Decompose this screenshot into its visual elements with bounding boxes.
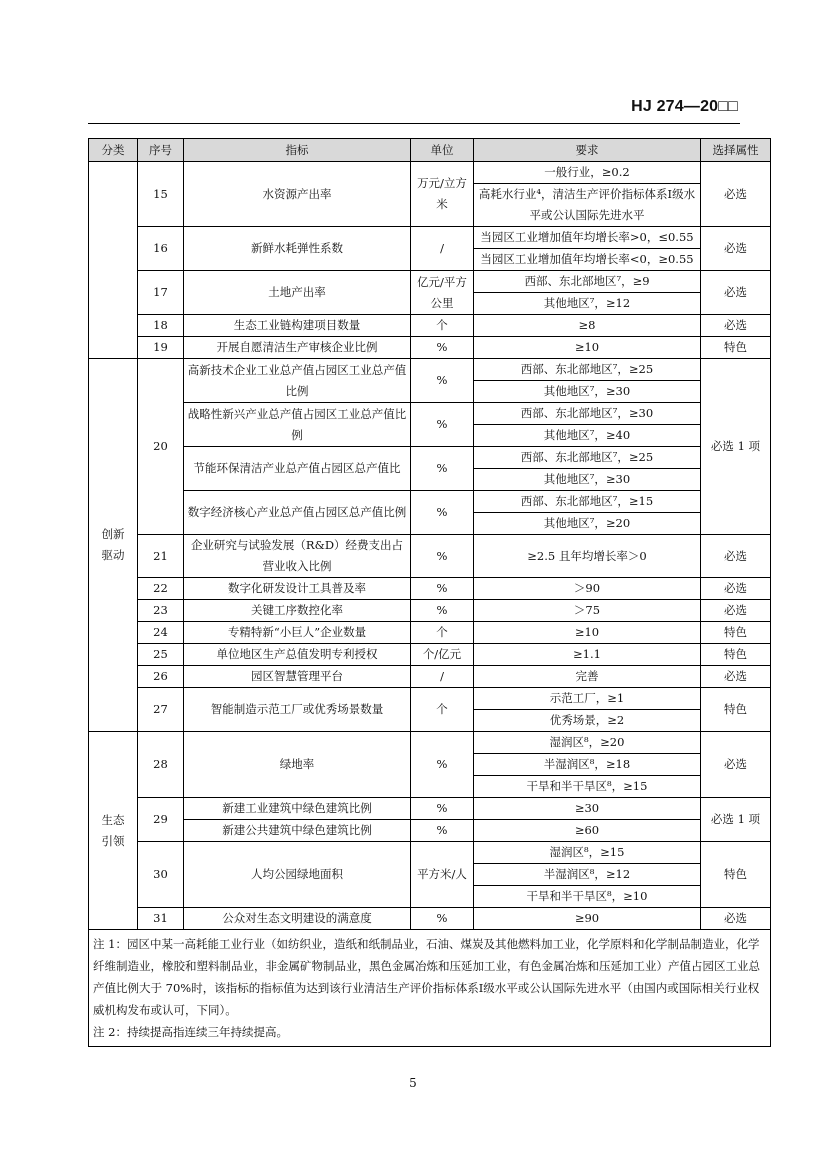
attribute-cell: 特色 [701,337,771,359]
unit-cell: 万元/立方米 [411,162,474,227]
unit-cell: % [411,535,474,578]
unit-cell: 亿元/平方公里 [411,271,474,315]
row-no: 22 [138,578,184,600]
requirement-cell: ≥10 [474,337,701,359]
indicator-cell: 关键工序数控化率 [184,600,411,622]
unit-cell: % [411,578,474,600]
attribute-cell: 必选 [701,908,771,930]
table-row [89,820,771,842]
header-rule [88,123,740,124]
indicator-cell: 新建工业建筑中绿色建筑比例 [184,798,411,820]
attribute-cell: 特色 [701,842,771,908]
requirement-cell: ＞75 [474,600,701,622]
indicator-cell: 节能环保清洁产业总产值占园区总产值比 [184,447,411,491]
indicator-table [88,138,771,1047]
row-no: 27 [138,688,184,732]
table-row [89,666,771,688]
row-no: 16 [138,227,184,271]
col-header-category: 分类 [89,139,138,162]
attribute-cell: 必选 [701,732,771,798]
col-header-indicator: 指标 [184,139,411,162]
requirement-cell: ＞90 [474,578,701,600]
unit-cell: % [411,798,474,820]
row-no: 23 [138,600,184,622]
table-row [89,688,771,710]
requirement-cell: 其他地区⁷，≥40 [474,425,701,447]
table-row [89,578,771,600]
attribute-cell: 必选 [701,666,771,688]
category-innovation: 创新 驱动 [89,359,138,732]
indicator-cell: 企业研究与试验发展（R&D）经费支出占营业收入比例 [184,535,411,578]
row-no: 21 [138,535,184,578]
row-no: 24 [138,622,184,644]
unit-cell: % [411,491,474,535]
note-1: 注 1：园区中某一高耗能工业行业（如纺织业，造纸和纸制品业，石油、煤炭及其他燃料加工业，化学原料和化学制品制造业，化学纤维制造业，橡胶和塑料制品业，非金属矿物制品业，黑色金属冶炼和压延加工业，有色金属冶炼和压延加工业）产值占园区工业总产值比例大于 70%时，该指标的指标值为达到该行业清洁生产评价指标体系Ⅰ级水平或公认国际先进水平（由国内或国际相关行业权威机构发布或认可，下同）。 [93,937,760,1017]
unit-cell: 个/亿元 [411,644,474,666]
table-row [89,908,771,930]
row-no: 25 [138,644,184,666]
requirement-cell: 其他地区⁷，≥12 [474,293,701,315]
unit-cell: 个 [411,622,474,644]
requirement-cell: 西部、东北部地区⁷，≥25 [474,447,701,469]
note-2: 注 2：持续提高指连续三年持续提高。 [93,1025,288,1039]
table-row [89,491,771,513]
unit-cell: / [411,666,474,688]
row-no: 29 [138,798,184,842]
table-row [89,271,771,293]
unit-cell: 平方米/人 [411,842,474,908]
indicator-cell: 绿地率 [184,732,411,798]
attribute-cell: 必选 [701,271,771,315]
attribute-cell: 必选 [701,578,771,600]
unit-cell: % [411,337,474,359]
requirement-cell: ≥8 [474,315,701,337]
col-header-unit: 单位 [411,139,474,162]
col-header-attribute: 选择属性 [701,139,771,162]
requirement-cell: ≥90 [474,908,701,930]
unit-cell: % [411,820,474,842]
requirement-cell: ≥30 [474,798,701,820]
row-no: 19 [138,337,184,359]
requirement-cell: 一般行业，≥0.2 [474,162,701,184]
row-no: 20 [138,359,184,535]
indicator-cell: 数字经济核心产业总产值占园区总产值比例 [184,491,411,535]
table-row [89,732,771,754]
indicator-cell: 智能制造示范工厂或优秀场景数量 [184,688,411,732]
requirement-cell: 湿润区⁸，≥15 [474,842,701,864]
attribute-cell: 必选 [701,162,771,227]
indicator-cell: 数字化研发设计工具普及率 [184,578,411,600]
table-row [89,600,771,622]
row-no: 30 [138,842,184,908]
requirement-cell: 当园区工业增加值年均增长率<0，≥0.55 [474,249,701,271]
unit-cell: % [411,403,474,447]
table-row [89,447,771,469]
requirement-cell: 示范工厂，≥1 [474,688,701,710]
requirement-cell: 半湿润区⁸，≥18 [474,754,701,776]
requirement-cell: ≥60 [474,820,701,842]
attribute-cell: 特色 [701,688,771,732]
indicator-cell: 高新技术企业工业总产值占园区工业总产值比例 [184,359,411,403]
unit-cell: % [411,908,474,930]
requirement-cell: 西部、东北部地区⁷，≥30 [474,403,701,425]
requirement-cell: 其他地区⁷，≥30 [474,381,701,403]
notes-row [89,930,771,1047]
requirement-cell: 半湿润区⁸，≥12 [474,864,701,886]
requirement-cell: 完善 [474,666,701,688]
unit-cell: % [411,447,474,491]
indicator-cell: 新建公共建筑中绿色建筑比例 [184,820,411,842]
requirement-cell: ≥1.1 [474,644,701,666]
indicator-cell: 水资源产出率 [184,162,411,227]
table-row [89,622,771,644]
table-row [89,162,771,184]
table-row [89,644,771,666]
requirement-cell: 西部、东北部地区⁷，≥9 [474,271,701,293]
indicator-cell: 新鲜水耗弹性系数 [184,227,411,271]
indicator-cell: 人均公园绿地面积 [184,842,411,908]
notes-cell [89,930,771,1047]
page-number: 5 [409,1076,417,1090]
requirement-cell: 干旱和半干旱区⁸，≥15 [474,776,701,798]
unit-cell: % [411,600,474,622]
requirement-cell: 干旱和半干旱区⁸，≥10 [474,886,701,908]
table-row [89,403,771,425]
unit-cell: % [411,732,474,798]
table-row [89,315,771,337]
requirement-cell: 高耗水行业⁴，清洁生产评价指标体系Ⅰ级水平或公认国际先进水平 [474,184,701,227]
attribute-cell: 特色 [701,644,771,666]
col-header-no: 序号 [138,139,184,162]
row-no: 26 [138,666,184,688]
attribute-cell: 必选 [701,535,771,578]
table-row [89,337,771,359]
indicator-cell: 开展自愿清洁生产审核企业比例 [184,337,411,359]
table-row [89,842,771,864]
table-header-row [89,139,771,162]
indicator-cell: 园区智慧管理平台 [184,666,411,688]
row-no: 31 [138,908,184,930]
category-cell-blank [89,162,138,359]
col-header-requirement: 要求 [474,139,701,162]
indicator-cell: 专精特新“小巨人”企业数量 [184,622,411,644]
requirement-cell: 其他地区⁷，≥30 [474,469,701,491]
indicator-cell: 战略性新兴产业总产值占园区工业总产值比例 [184,403,411,447]
unit-cell: % [411,359,474,403]
indicator-cell: 公众对生态文明建设的满意度 [184,908,411,930]
table-row [89,798,771,820]
attribute-cell: 必选 1 项 [701,798,771,842]
indicator-cell: 单位地区生产总值发明专利授权 [184,644,411,666]
table-row [89,227,771,249]
requirement-cell: ≥2.5 且年均增长率＞0 [474,535,701,578]
requirement-cell: 西部、东北部地区⁷，≥25 [474,359,701,381]
requirement-cell: 当园区工业增加值年均增长率>0，≤0.55 [474,227,701,249]
requirement-cell: 湿润区⁸，≥20 [474,732,701,754]
standard-code: HJ 274—20□□ [631,98,738,115]
unit-cell: 个 [411,315,474,337]
attribute-cell: 必选 [701,315,771,337]
category-ecology: 生态 引领 [89,732,138,930]
row-no: 18 [138,315,184,337]
requirement-cell: 西部、东北部地区⁷，≥15 [474,491,701,513]
row-no: 28 [138,732,184,798]
requirement-cell: 优秀场景，≥2 [474,710,701,732]
requirement-cell: ≥10 [474,622,701,644]
attribute-cell: 必选 [701,600,771,622]
attribute-cell: 特色 [701,622,771,644]
unit-cell: / [411,227,474,271]
unit-cell: 个 [411,688,474,732]
table-row [89,359,771,381]
attribute-cell: 必选 1 项 [701,359,771,535]
row-no: 17 [138,271,184,315]
indicator-cell: 生态工业链构建项目数量 [184,315,411,337]
indicator-cell: 土地产出率 [184,271,411,315]
row-no: 15 [138,162,184,227]
requirement-cell: 其他地区⁷，≥20 [474,513,701,535]
attribute-cell: 必选 [701,227,771,271]
